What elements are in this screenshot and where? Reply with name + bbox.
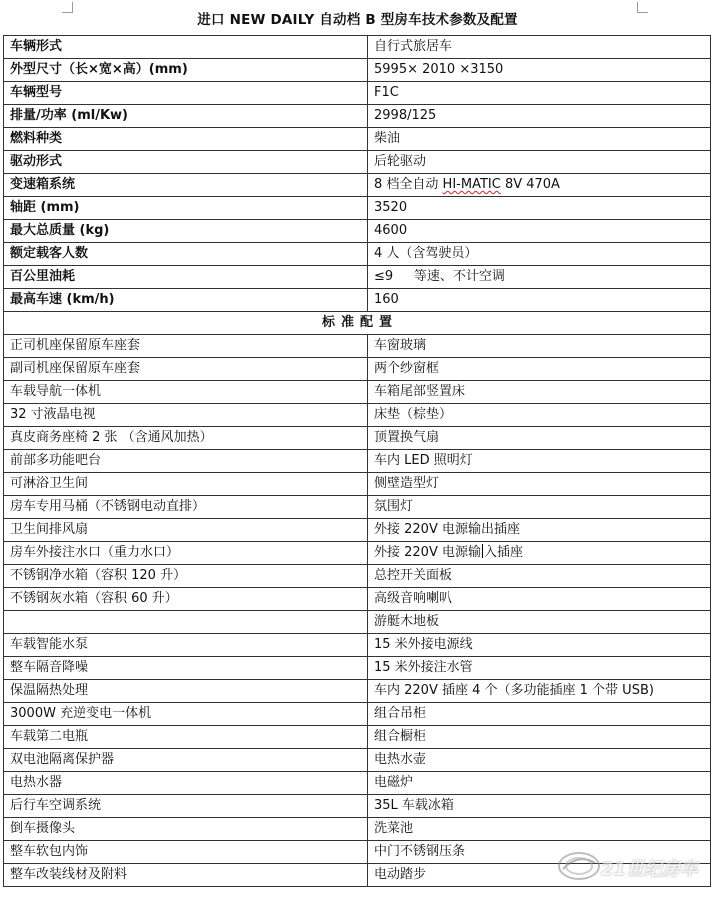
spec-row (4, 289, 711, 312)
config-row (4, 404, 711, 427)
config-item-right: 侧壁造型灯 (368, 473, 711, 496)
spec-value-prefix: 8 档全自动 (374, 177, 443, 192)
spec-row (4, 174, 711, 197)
config-row (4, 473, 711, 496)
spec-row (4, 128, 711, 151)
config-row (4, 749, 711, 772)
spec-row (4, 82, 711, 105)
config-item-left: 卫生间排风扇 (4, 519, 368, 542)
config-row (4, 335, 711, 358)
spec-label: 燃料种类 (4, 128, 368, 151)
config-row (4, 542, 711, 565)
spec-label: 驱动形式 (4, 151, 368, 174)
config-row (4, 680, 711, 703)
config-item-right: 顶置换气扇 (368, 427, 711, 450)
config-item-left: 后行车空调系统 (4, 795, 368, 818)
spec-row (4, 36, 711, 59)
spec-value: 后轮驱动 (368, 151, 711, 174)
config-row (4, 657, 711, 680)
config-item-left: 正司机座保留原车座套 (4, 335, 368, 358)
spec-label: 排量/功率 (ml/Kw) (4, 105, 368, 128)
config-item-left: 电热水器 (4, 772, 368, 795)
config-item-left: 前部多功能吧台 (4, 450, 368, 473)
spec-value-suffix: 8V 470A (500, 177, 560, 192)
spec-label: 车辆型号 (4, 82, 368, 105)
section-title: 标准配置 (4, 312, 711, 335)
config-row (4, 496, 711, 519)
config-item-right: 游艇木地板 (368, 611, 711, 634)
section-header-row (4, 312, 711, 335)
config-item-left: 3000W 充逆变电一体机 (4, 703, 368, 726)
spec-label: 外型尺寸（长×宽×高）(mm) (4, 59, 368, 82)
spec-value: 160 (368, 289, 711, 312)
config-item-left: 保温隔热处理 (4, 680, 368, 703)
config-item-left: 双电池隔离保护器 (4, 749, 368, 772)
spec-value: 3520 (368, 197, 711, 220)
config-row (4, 726, 711, 749)
watermark-logo (557, 849, 707, 883)
config-item-right: 车内 220V 插座 4 个（多功能插座 1 个带 USB) (368, 680, 711, 703)
config-item-right: 氛围灯 (368, 496, 711, 519)
spec-label: 轴距 (mm) (4, 197, 368, 220)
config-row (4, 634, 711, 657)
config-item-right: 车内 LED 照明灯 (368, 450, 711, 473)
config-row (4, 519, 711, 542)
spec-label: 最大总质量 (kg) (4, 220, 368, 243)
spec-value: 4 人（含驾驶员） (368, 243, 711, 266)
spec-value: F1C (368, 82, 711, 105)
spec-value-spellcheck-word: HI-MATIC (442, 177, 501, 192)
config-item-left: 副司机座保留原车座套 (4, 358, 368, 381)
config-item-right: 洗菜池 (368, 818, 711, 841)
config-item-right: 15 米外接电源线 (368, 634, 711, 657)
spec-label: 额定载客人数 (4, 243, 368, 266)
spec-value: 2998/125 (368, 105, 711, 128)
config-item-left: 倒车摄像头 (4, 818, 368, 841)
spec-row (4, 105, 711, 128)
config-text-after-cursor: 入插座 (483, 545, 523, 560)
config-row (4, 588, 711, 611)
spec-label: 最高车速 (km/h) (4, 289, 368, 312)
config-text-before-cursor: 外接 220V 电源输 (374, 545, 481, 560)
config-row (4, 611, 711, 634)
config-row (4, 565, 711, 588)
config-row (4, 381, 711, 404)
spec-table-body (4, 36, 711, 887)
watermark-text: 21世纪房车 (601, 859, 699, 880)
config-item-right: 组合吊柜 (368, 703, 711, 726)
config-item-left: 整车隔音降噪 (4, 657, 368, 680)
config-item-left: 整车改装线材及附料 (4, 864, 368, 887)
spec-value (368, 174, 711, 197)
config-row (4, 818, 711, 841)
spec-row (4, 266, 711, 289)
config-item-right: 总控开关面板 (368, 565, 711, 588)
config-row (4, 450, 711, 473)
config-item-left: 房车专用马桶（不锈钢电动直排） (4, 496, 368, 519)
config-row (4, 703, 711, 726)
config-item-right: 床垫（棕垫） (368, 404, 711, 427)
config-item-left (4, 611, 368, 634)
config-item-right: 高级音响喇叭 (368, 588, 711, 611)
config-row (4, 427, 711, 450)
text-cursor (482, 544, 483, 558)
config-item-left: 车载第二电瓶 (4, 726, 368, 749)
spec-value: 4600 (368, 220, 711, 243)
config-item-right: 电磁炉 (368, 772, 711, 795)
config-item-left: 车载导航一体机 (4, 381, 368, 404)
config-item-left: 真皮商务座椅 2 张 （含通风加热） (4, 427, 368, 450)
config-item-right: 两个纱窗框 (368, 358, 711, 381)
spec-value: 柴油 (368, 128, 711, 151)
spec-label: 车辆形式 (4, 36, 368, 59)
config-item-left: 不锈钢灰水箱（容积 60 升） (4, 588, 368, 611)
config-item-right: 中门不锈钢压条 (368, 841, 711, 864)
config-item-right: 组合橱柜 (368, 726, 711, 749)
spec-table (3, 35, 711, 887)
document-title: 进口 NEW DAILY 自动档 B 型房车技术参数及配置 (197, 12, 518, 28)
config-item-right: 电动踏步 (368, 864, 711, 887)
watermark-swirl-icon (557, 849, 601, 883)
spec-row (4, 243, 711, 266)
spec-row (4, 59, 711, 82)
config-item-left: 不锈钢净水箱（容积 120 升） (4, 565, 368, 588)
config-item-right: 车窗玻璃 (368, 335, 711, 358)
spec-row (4, 151, 711, 174)
spec-row (4, 197, 711, 220)
config-row (4, 795, 711, 818)
spec-label: 百公里油耗 (4, 266, 368, 289)
config-item-left: 32 寸液晶电视 (4, 404, 368, 427)
config-row (4, 772, 711, 795)
config-row (4, 358, 711, 381)
config-item-right: 外接 220V 电源输出插座 (368, 519, 711, 542)
spec-value: 5995× 2010 ×3150 (368, 59, 711, 82)
spec-value: 自行式旅居车 (368, 36, 711, 59)
spec-row (4, 220, 711, 243)
config-item-right: 15 米外接注水管 (368, 657, 711, 680)
config-item-right: 车箱尾部竖置床 (368, 381, 711, 404)
config-item-left: 车载智能水泵 (4, 634, 368, 657)
config-item-right: 35L 车载冰箱 (368, 795, 711, 818)
config-item-left: 可淋浴卫生间 (4, 473, 368, 496)
spec-label: 变速箱系统 (4, 174, 368, 197)
spec-value: ≤9 等速、不计空调 (368, 266, 711, 289)
config-item-left: 房车外接注水口（重力水口） (4, 542, 368, 565)
config-item-right (368, 542, 711, 565)
config-item-left: 整车软包内饰 (4, 841, 368, 864)
config-item-right: 电热水壶 (368, 749, 711, 772)
